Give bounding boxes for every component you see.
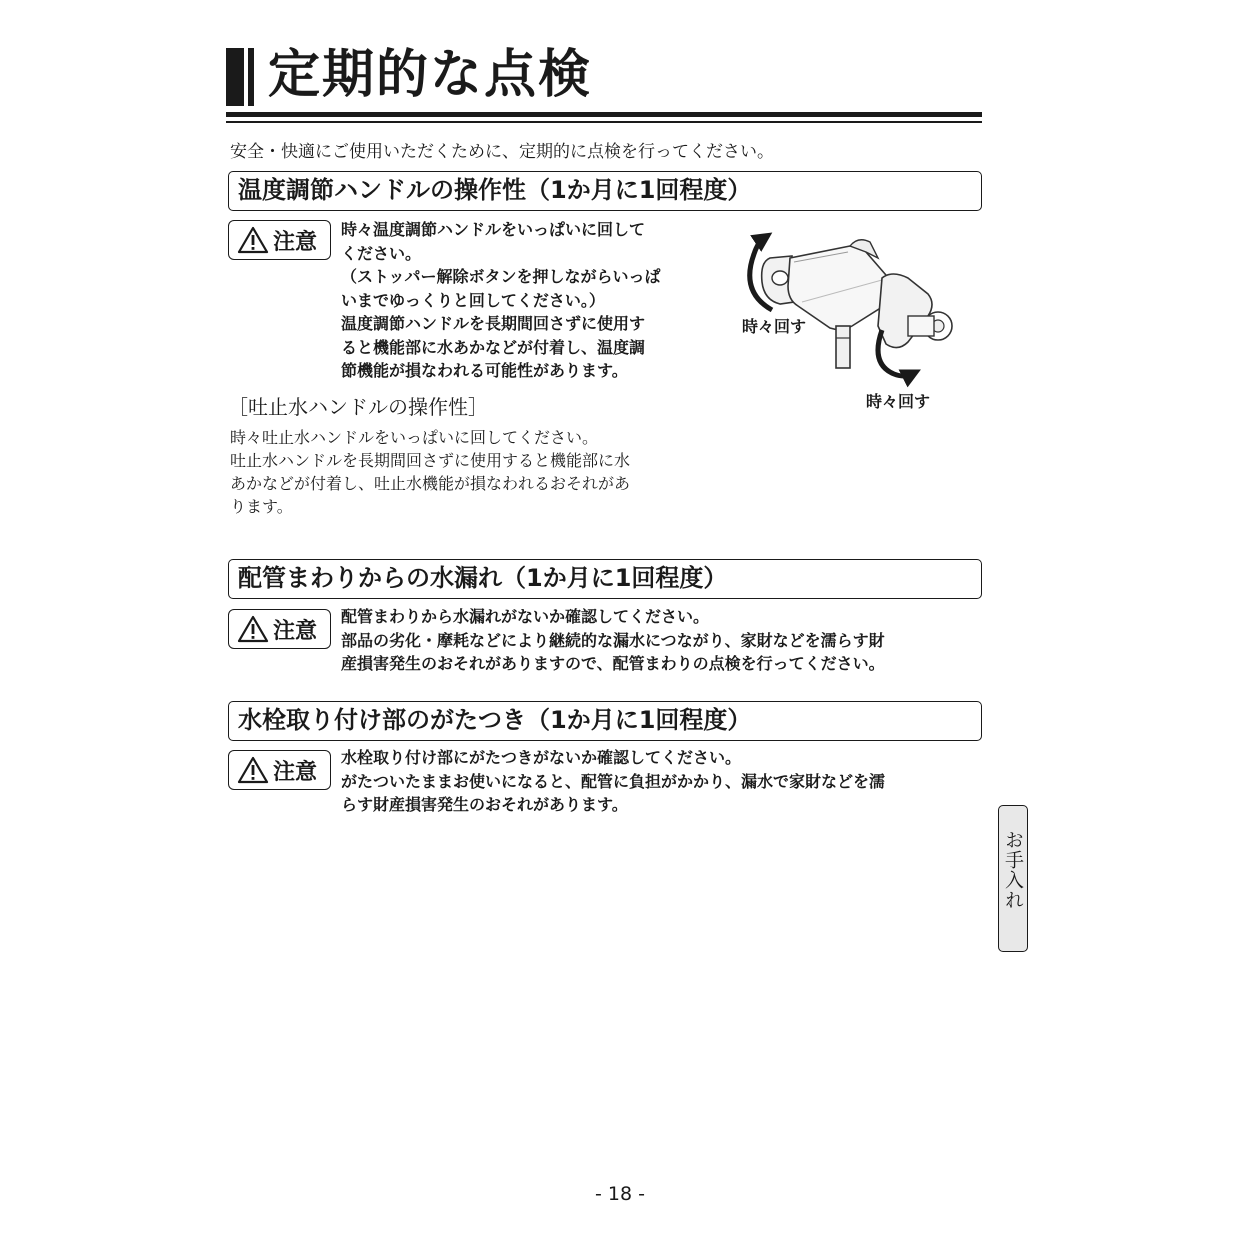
caution-line: 節機能が損なわれる可能性があります。 <box>341 361 628 380</box>
warning-icon <box>237 226 269 254</box>
title-rule-thick <box>226 112 982 117</box>
caution-line: 温度調節ハンドルを長期間回さずに使用す <box>341 314 646 333</box>
caution-label: 注意 <box>273 759 318 785</box>
caution-line: （ストッパー解除ボタンを押しながらいっぱ <box>341 267 661 286</box>
caution-line: 配管まわりから水漏れがないか確認してください。 <box>341 607 710 626</box>
section3-header: 水栓取り付け部のがたつき（1か月に1回程度） <box>228 701 982 741</box>
body-line: あかなどが付着し、吐止水機能が損なわれるおそれがあ <box>230 474 631 493</box>
title-rule-thin <box>226 121 982 123</box>
section3-caution-text <box>341 746 885 817</box>
side-tab-care <box>998 805 1028 952</box>
section1-subheading: ［吐止水ハンドルの操作性］ <box>228 395 488 419</box>
section1-sub-text <box>230 426 630 518</box>
page-title-block <box>226 42 982 128</box>
section1-caution-badge <box>228 220 331 260</box>
body-line: 吐止水ハンドルを長期間回さずに使用すると機能部に水 <box>230 451 631 470</box>
caution-line: 部品の劣化・摩耗などにより継続的な漏水につながり、家財などを濡らす財 <box>341 630 885 650</box>
title-bar-thin <box>248 48 254 106</box>
section2-caution-text <box>341 605 885 676</box>
page-number: - 18 - <box>595 1183 645 1205</box>
caution-line: ください。 <box>341 243 422 263</box>
caution-line: ると機能部に水あかなどが付着し、温度調 <box>341 337 646 357</box>
illustration-label-left: 時々回す <box>742 317 807 336</box>
illustration-label-right: 時々回す <box>866 392 931 411</box>
section3-caution-badge <box>228 750 331 790</box>
caution-line: がたついたままお使いになると、配管に負担がかかり、漏水で家財などを濡 <box>341 771 886 791</box>
caution-line: 時々温度調節ハンドルをいっぱいに回して <box>341 220 646 239</box>
section2-caution-badge <box>228 609 331 649</box>
caution-label: 注意 <box>273 229 318 255</box>
intro-text: 安全・快適にご使用いただくために、定期的に点検を行ってください。 <box>230 142 774 162</box>
page-title: 定期的な点検 <box>268 45 593 105</box>
section1-header: 温度調節ハンドルの操作性（1か月に1回程度） <box>228 171 982 211</box>
warning-icon <box>237 615 269 643</box>
caution-line: 水栓取り付け部にがたつきがないか確認してください。 <box>341 748 742 767</box>
caution-line: らす財産損害発生のおそれがあります。 <box>341 795 628 814</box>
caution-line: 産損害発生のおそれがありますので、配管まわりの点検を行ってください。 <box>341 654 885 673</box>
section1-caution-text <box>341 218 661 383</box>
section2-header: 配管まわりからの水漏れ（1か月に1回程度） <box>228 559 982 599</box>
body-line: ります。 <box>230 497 293 516</box>
side-tab-label: お手入れ <box>1002 830 1024 910</box>
caution-line: いまでゆっくりと回してください。） <box>341 290 605 310</box>
caution-label: 注意 <box>273 618 318 644</box>
warning-icon <box>237 756 269 784</box>
title-bar-thick <box>226 48 244 106</box>
body-line: 時々吐止水ハンドルをいっぱいに回してください。 <box>230 428 599 447</box>
